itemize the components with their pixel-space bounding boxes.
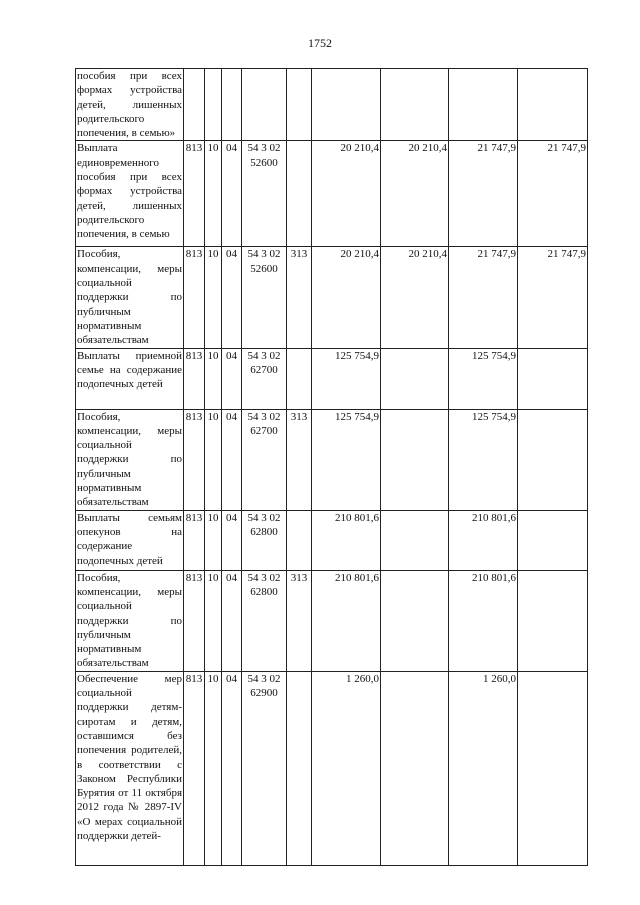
ved-code: 813 [184, 247, 205, 348]
amount-cell: 1 260,0 [449, 671, 518, 865]
amount-cell: 21 747,9 [518, 247, 588, 348]
section-code [205, 69, 222, 141]
amount-cell [518, 409, 588, 510]
amount-cell: 210 801,6 [449, 570, 518, 671]
amount-cell: 20 210,4 [381, 247, 449, 348]
table-row [76, 348, 588, 409]
table-row [76, 247, 588, 348]
amount-cell: 125 754,9 [312, 409, 381, 510]
expense-type-code [287, 348, 312, 409]
amount-cell [312, 69, 381, 141]
target-article-code: 54 3 02 62900 [242, 671, 287, 865]
subsection-code: 04 [222, 348, 242, 409]
amount-cell: 21 747,9 [449, 141, 518, 247]
amount-cell [518, 348, 588, 409]
table-row [76, 141, 588, 247]
target-article-code: 54 3 02 52600 [242, 141, 287, 247]
page-number: 1752 [308, 36, 332, 50]
ved-code: 813 [184, 141, 205, 247]
amount-cell: 210 801,6 [312, 510, 381, 570]
target-article-code [242, 69, 287, 141]
subsection-code: 04 [222, 510, 242, 570]
amount-cell [381, 671, 449, 865]
table-row [76, 69, 588, 141]
section-code: 10 [205, 141, 222, 247]
row-name: Пособия, компенсации, меры социальной поддержки по публичным нормативным обязательствам [77, 410, 182, 509]
row-name: пособия при всех формах устройства детей, лишенных родительского попечения, в семью» [77, 70, 182, 140]
target-article-code: 54 3 02 62700 [242, 348, 287, 409]
expense-type-code: 313 [287, 570, 312, 671]
subsection-code: 04 [222, 570, 242, 671]
amount-cell [381, 570, 449, 671]
amount-cell: 21 747,9 [449, 247, 518, 348]
target-article-code: 54 3 02 62700 [242, 409, 287, 510]
amount-cell [518, 510, 588, 570]
subsection-code: 04 [222, 141, 242, 247]
row-name: Выплаты семьям опекунов на содержание подопечных детей [76, 510, 184, 570]
table-row [76, 671, 588, 865]
table-row [76, 510, 588, 570]
subsection-code: 04 [222, 671, 242, 865]
section-code: 10 [205, 570, 222, 671]
row-name: Обеспечение мер социальной поддержки детям-сиротам и детям, оставшимся без попечения родителей, в соответствии с Законом Республики Бурятия от 11 октября 2012 года № 2897-IV «О мерах социальной поддержки детей- [76, 671, 184, 865]
expense-type-code: 313 [287, 409, 312, 510]
section-code: 10 [205, 510, 222, 570]
section-code: 10 [205, 348, 222, 409]
expense-type-code: 313 [287, 247, 312, 348]
amount-cell [518, 570, 588, 671]
amount-cell [381, 348, 449, 409]
ved-code: 813 [184, 409, 205, 510]
amount-cell: 1 260,0 [312, 671, 381, 865]
budget-table [75, 68, 588, 866]
ved-code [184, 69, 205, 141]
amount-cell: 20 210,4 [381, 141, 449, 247]
amount-cell: 125 754,9 [312, 348, 381, 409]
row-name: Выплаты приемной семье на содержание подопечных детей [76, 348, 184, 409]
row-name: Выплата единовременного пособия при всех формах устройства детей, лишенных родительского попечения, в семью [76, 141, 184, 247]
subsection-code: 04 [222, 409, 242, 510]
section-code: 10 [205, 247, 222, 348]
amount-cell: 125 754,9 [449, 409, 518, 510]
section-code: 10 [205, 409, 222, 510]
amount-cell: 20 210,4 [312, 141, 381, 247]
amount-cell: 20 210,4 [312, 247, 381, 348]
expense-type-code [287, 69, 312, 141]
target-article-code: 54 3 02 52600 [242, 247, 287, 348]
subsection-code [222, 69, 242, 141]
target-article-code: 54 3 02 62800 [242, 570, 287, 671]
expense-type-code [287, 671, 312, 865]
ved-code: 813 [184, 348, 205, 409]
amount-cell [381, 409, 449, 510]
amount-cell: 210 801,6 [449, 510, 518, 570]
section-code: 10 [205, 671, 222, 865]
amount-cell [518, 69, 588, 141]
amount-cell: 210 801,6 [312, 570, 381, 671]
target-article-code: 54 3 02 62800 [242, 510, 287, 570]
ved-code: 813 [184, 570, 205, 671]
row-name: Пособия, компенсации, меры социальной поддержки по публичным нормативным обязательствам [77, 571, 182, 670]
amount-cell [381, 510, 449, 570]
subsection-code: 04 [222, 247, 242, 348]
ved-code: 813 [184, 671, 205, 865]
amount-cell [518, 671, 588, 865]
amount-cell: 21 747,9 [518, 141, 588, 247]
row-name: Пособия, компенсации, меры социальной поддержки по публичным нормативным обязательствам [77, 248, 182, 347]
amount-cell: 125 754,9 [449, 348, 518, 409]
table-row [76, 570, 588, 671]
ved-code: 813 [184, 510, 205, 570]
amount-cell [449, 69, 518, 141]
expense-type-code [287, 510, 312, 570]
amount-cell [381, 69, 449, 141]
table-row [76, 409, 588, 510]
expense-type-code [287, 141, 312, 247]
